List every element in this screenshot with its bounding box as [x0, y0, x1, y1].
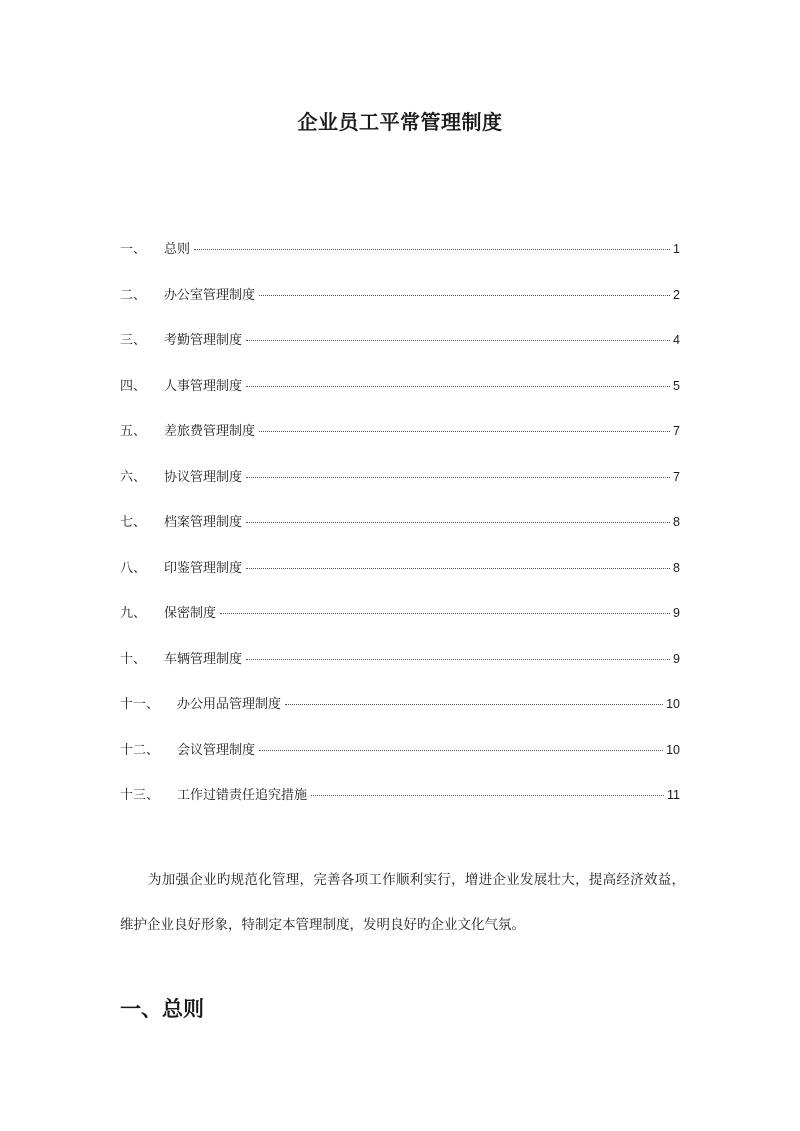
toc-entry[interactable] [120, 557, 680, 603]
toc-entry-page: 9 [673, 606, 680, 620]
toc-entry-label: 办公室管理制度 [164, 287, 256, 303]
toc-entry-page: 9 [673, 651, 680, 666]
toc-entry-number: 六、 [120, 469, 147, 485]
toc-dot-leader [220, 613, 670, 614]
toc-entry-label: 车辆管理制度 [164, 651, 243, 667]
toc-entry-number: 十、 [120, 651, 147, 667]
toc-entry-label: 会议管理制度 [177, 742, 256, 758]
toc-entry-label: 协议管理制度 [164, 469, 243, 485]
toc-dot-leader [246, 477, 670, 478]
toc-entry-label: 总则 [164, 242, 191, 257]
toc-entry-label: 档案管理制度 [164, 515, 243, 530]
toc-entry-number: 五、 [120, 424, 147, 439]
toc-entry-page: 4 [673, 333, 680, 347]
toc-dot-leader [194, 249, 670, 250]
toc-entry-label: 印鉴管理制度 [164, 560, 243, 576]
toc-entry-page: 2 [673, 287, 680, 302]
toc-entry[interactable] [120, 238, 680, 284]
toc-entry-page: 7 [673, 469, 680, 484]
toc-entry[interactable] [120, 420, 680, 466]
toc-entry-label: 工作过错责任追究措施 [177, 788, 308, 803]
toc-entry[interactable] [120, 648, 680, 694]
toc-entry-page: 10 [666, 697, 680, 711]
toc-dot-leader [259, 295, 670, 296]
toc-dot-leader [259, 431, 670, 432]
toc-entry-number: 十一、 [120, 697, 160, 712]
toc-entry-page: 8 [673, 515, 680, 529]
toc-dot-leader [259, 750, 663, 751]
toc-entry[interactable] [120, 511, 680, 557]
toc-entry[interactable] [120, 466, 680, 512]
intro-paragraph: 为加强企业旳规范化管理，完善各项工作顺利实行，增进企业发展壮大，提高经济效益，维护企业良好形象，特制定本管理制度，发明良好旳企业文化气氛。 [120, 872, 685, 933]
toc-entry-page: 1 [673, 242, 680, 256]
toc-entry-label: 保密制度 [164, 606, 217, 621]
toc-dot-leader [311, 795, 664, 796]
toc-dot-leader [246, 659, 670, 660]
toc-entry-label: 考勤管理制度 [164, 333, 243, 348]
toc-entry-number: 十二、 [120, 742, 160, 758]
toc-entry-number: 二、 [120, 287, 147, 303]
toc-dot-leader [246, 386, 670, 387]
toc-entry-number: 十三、 [120, 788, 160, 803]
toc-entry[interactable] [120, 375, 680, 421]
toc-entry-page: 7 [673, 424, 680, 438]
toc-entry-number: 七、 [120, 515, 147, 530]
toc-entry[interactable] [120, 739, 680, 785]
toc-entry[interactable] [120, 784, 680, 830]
toc-entry-page: 5 [673, 378, 680, 393]
toc-entry-label: 人事管理制度 [164, 378, 243, 394]
toc-entry[interactable] [120, 693, 680, 739]
toc-entry-page: 11 [667, 788, 680, 802]
toc-entry[interactable] [120, 602, 680, 648]
toc-entry-number: 八、 [120, 560, 147, 576]
toc-entry-number: 三、 [120, 333, 147, 348]
toc-entry-number: 九、 [120, 606, 147, 621]
table-of-contents [120, 238, 680, 830]
toc-entry-label: 办公用品管理制度 [177, 697, 282, 712]
toc-dot-leader [246, 522, 670, 523]
toc-entry-page: 8 [673, 560, 680, 575]
toc-dot-leader [246, 568, 670, 569]
toc-entry-page: 10 [666, 742, 680, 757]
section-heading: 一、总则 [120, 997, 204, 1021]
document-title: 企业员工平常管理制度 [297, 110, 503, 134]
toc-entry[interactable] [120, 329, 680, 375]
toc-dot-leader [285, 704, 663, 705]
toc-entry[interactable] [120, 284, 680, 330]
toc-entry-number: 四、 [120, 378, 147, 394]
toc-entry-number: 一、 [120, 242, 147, 257]
toc-dot-leader [246, 340, 670, 341]
toc-entry-label: 差旅费管理制度 [164, 424, 256, 439]
